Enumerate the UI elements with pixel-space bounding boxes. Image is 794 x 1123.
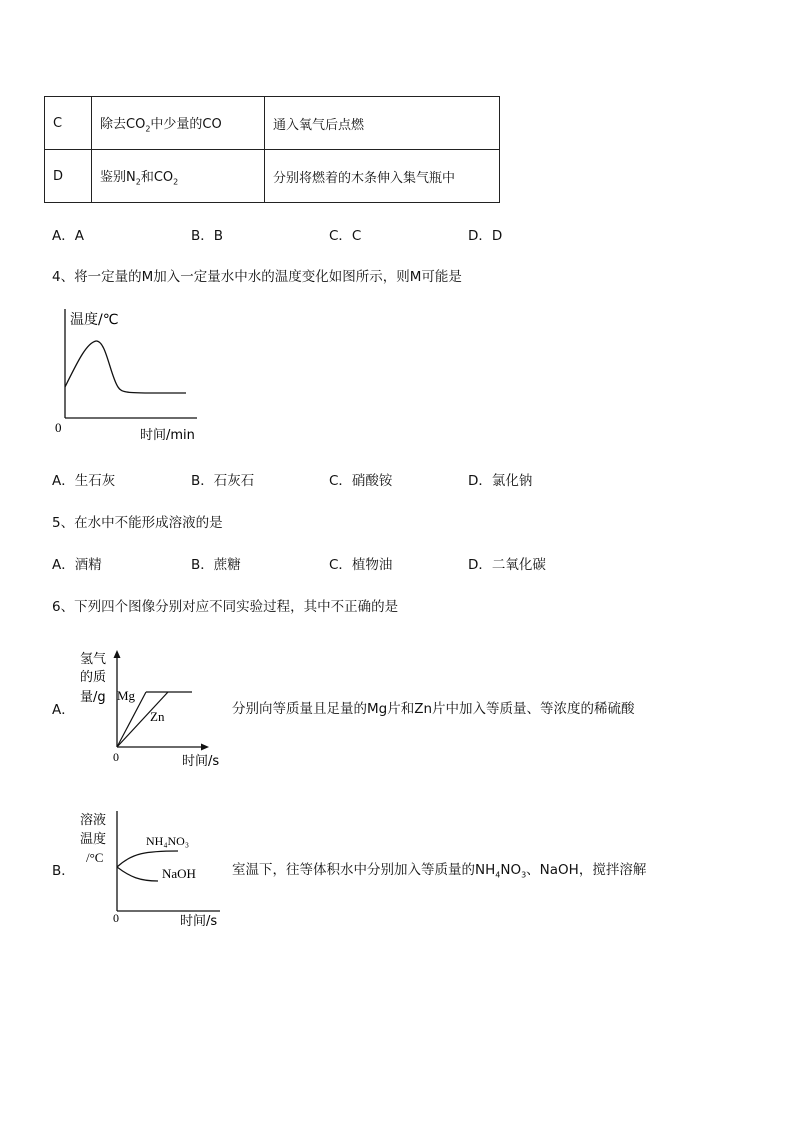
- q6-option-b-letter: B．: [52, 863, 75, 879]
- q3-choice-b: B．B: [191, 228, 224, 244]
- row-goal: 除去$CO_2$中少量的CO: [92, 97, 265, 150]
- curve-label-nh4no3: NH₄NO₃: [146, 834, 190, 848]
- q6-option-a-letter: A．: [52, 702, 75, 718]
- origin-label: 0: [113, 750, 119, 764]
- y-label-line3: /°C: [86, 850, 104, 865]
- row-method: 通入氧气后点燃: [265, 97, 500, 150]
- curve-label-naoh: NaOH: [162, 866, 196, 881]
- origin-label: 0: [55, 420, 62, 435]
- q4-choice-c: C．硝酸铵: [329, 473, 393, 489]
- row-key: C: [45, 97, 92, 150]
- x-label: 时间/s: [182, 754, 220, 769]
- q6-stem: 6、下列四个图像分别对应不同实验过程，其中不正确的是: [52, 599, 399, 615]
- q4-choice-b: B．石灰石: [191, 473, 255, 489]
- y-axis-arrow: [114, 650, 121, 658]
- options-table: [44, 96, 500, 203]
- row-key: D: [45, 150, 92, 203]
- q4-graph: [50, 305, 210, 445]
- q5-choice-b: B．蔗糖: [191, 557, 241, 573]
- y-label-line3: 量/g: [80, 690, 106, 705]
- q4-choice-d: D．氯化钠: [468, 473, 533, 489]
- x-axis-arrow: [201, 744, 209, 751]
- origin-label: 0: [113, 911, 119, 925]
- x-label: 时间/s: [180, 914, 218, 929]
- y-label-line1: 溶液: [80, 813, 107, 828]
- q5-choice-d: D．二氧化碳: [468, 557, 546, 573]
- y-label-line2: 温度: [80, 832, 107, 847]
- q6-option-a-text: 分别向等质量且足量的Mg片和Zn片中加入等质量、等浓度的稀硫酸: [232, 701, 635, 717]
- temperature-curve: [65, 341, 186, 393]
- x-label: 时间/min: [140, 428, 195, 443]
- curve-label-mg: Mg: [117, 688, 136, 703]
- q3-choice-c: C．C: [329, 228, 362, 244]
- q5-stem: 5、在水中不能形成溶液的是: [52, 515, 223, 531]
- y-label-line2: 的质: [80, 670, 107, 685]
- row-goal: 鉴别$N_2$和$CO_2$: [92, 150, 265, 203]
- q5-choice-a: A．酒精: [52, 557, 102, 573]
- q3-choice-a: A．A: [52, 228, 84, 244]
- row-method: 分别将燃着的木条伸入集气瓶中: [265, 150, 500, 203]
- table-row: [45, 150, 500, 203]
- q5-choice-c: C．植物油: [329, 557, 393, 573]
- q4-choice-a: A．生石灰: [52, 473, 116, 489]
- q6-option-b-text: 室温下，往等体积水中分别加入等质量的$NH_4NO_3$、NaOH，搅拌溶解: [232, 862, 647, 880]
- naoh-curve: [117, 867, 158, 881]
- nh4no3-curve: [117, 851, 178, 867]
- q6-graph-a: [70, 645, 230, 775]
- y-label: 温度/℃: [70, 312, 119, 328]
- curve-label-zn: Zn: [150, 709, 165, 724]
- y-label-line1: 氢气: [80, 652, 107, 667]
- q6-graph-b: [70, 805, 230, 935]
- q3-choice-d: D．D: [468, 228, 503, 244]
- q4-stem: 4、将一定量的M加入一定量水中水的温度变化如图所示，则M可能是: [52, 269, 462, 285]
- table-row: [45, 97, 500, 150]
